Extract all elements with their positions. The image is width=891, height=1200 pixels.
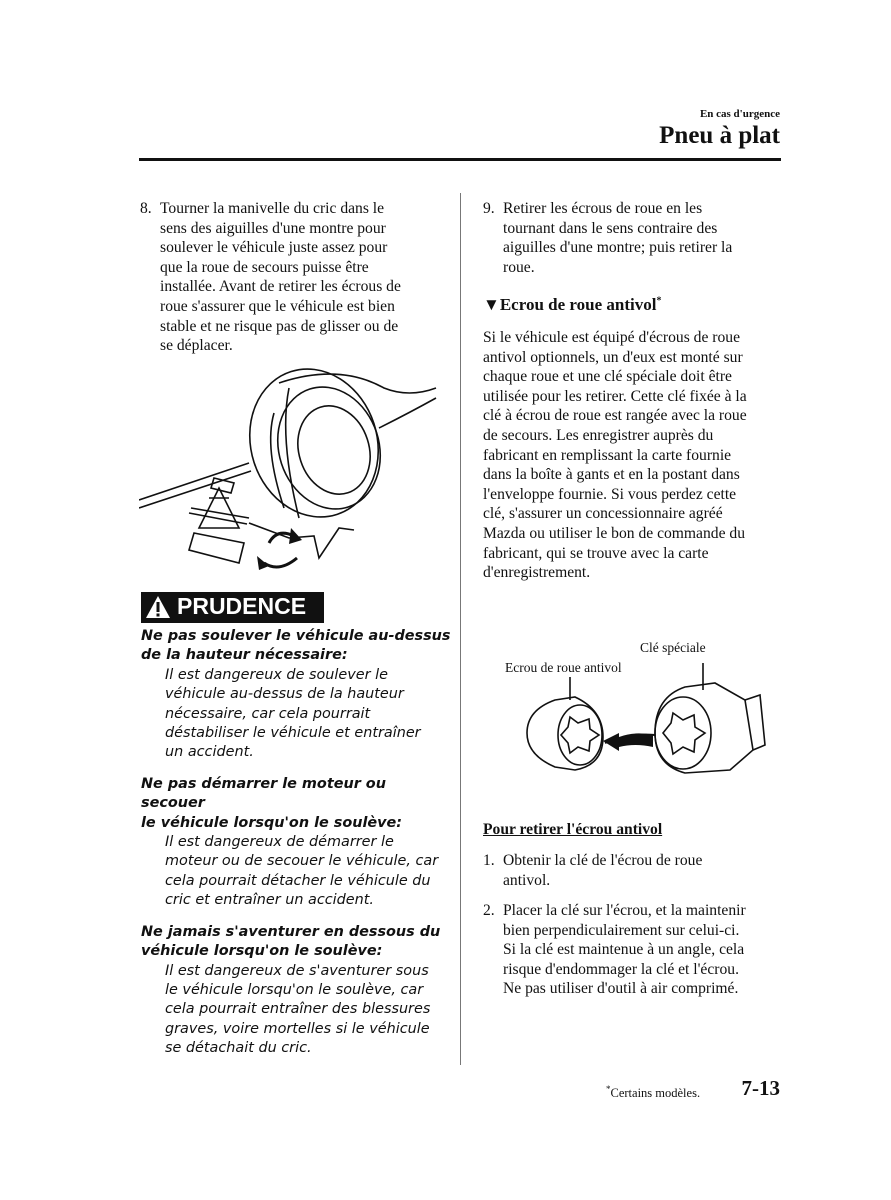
caution-item-body [165, 833, 451, 911]
step-line: Si la clé est maintenue à un angle, cela [503, 941, 745, 959]
caution-item-body [165, 666, 451, 763]
caution-body-line: se détachait du cric. [165, 1040, 312, 1057]
caution-label: PRUDENCE [177, 593, 307, 619]
lock-nut-paragraph [483, 328, 783, 583]
step-line: roue. [503, 258, 535, 276]
step-number: 9. [483, 200, 495, 217]
caution-body-line: cric et entraîner un accident. [165, 892, 374, 909]
step-line: soulever le véhicule juste assez pour [160, 239, 388, 257]
caution-body-line: le véhicule lorsqu'on le soulève, car [165, 981, 424, 998]
caution-body-line: un accident. [165, 744, 254, 761]
paragraph-line: utilisée pour les retirer. Cette clé fixée à la [483, 387, 747, 405]
page-title: Pneu à plat [659, 122, 780, 149]
step-number: 8. [140, 200, 152, 217]
paragraph-line: fabricant en remplissant la carte fournie [483, 446, 732, 464]
removal-heading: Pour retirer l'écrou antivol [483, 821, 663, 838]
step-line: tournant dans le sens contraire des [503, 219, 718, 237]
jack-illustration [139, 368, 439, 583]
asterisk: * [606, 1084, 611, 1094]
caution-heading-line: Ne pas démarrer le moteur ou secouer [141, 775, 386, 812]
caution-body-line: nécessaire, car cela pourrait [165, 705, 371, 722]
caution-heading-line: véhicule lorsqu'on le soulève: [141, 943, 383, 960]
caution-content [141, 627, 451, 1059]
lock-nut-illustration [515, 655, 775, 780]
paragraph-line: chaque roue et une clé spéciale doit être [483, 368, 732, 386]
removal-step-2 [483, 901, 783, 999]
header-rule [139, 158, 781, 161]
step-text [503, 851, 783, 890]
triangle-marker-icon: ▼ [483, 295, 500, 314]
nut-label: Ecrou de roue antivol [505, 660, 622, 675]
step-9 [483, 199, 783, 277]
caution-heading-line: le véhicule lorsqu'on le soulève: [141, 814, 403, 831]
step-line: stable et ne risque pas de glisser ou de [160, 317, 399, 335]
caution-body-line: cela pourrait entraîner des blessures [165, 1001, 431, 1018]
asterisk: * [656, 295, 662, 307]
heading-text: Ecrou de roue antivol [499, 295, 657, 314]
step-line: risque d'endommager la clé et l'écrou. [503, 960, 739, 978]
paragraph-line: clé, s'assurer un concessionnaire agréé [483, 505, 723, 523]
caution-item-heading [141, 775, 451, 833]
caution-item [141, 775, 451, 911]
caution-item [141, 627, 451, 763]
column-divider [460, 193, 461, 1065]
step-line: Obtenir la clé de l'écrou de roue [503, 852, 703, 869]
step-line: roue s'assurer que le véhicule est bien [160, 297, 395, 315]
step-line: se déplacer. [160, 337, 233, 355]
step-line: antivol. [503, 871, 551, 889]
paragraph-line: l'enveloppe fournie. Si vous perdez cette [483, 485, 737, 503]
step-number: 2. [483, 902, 495, 919]
caution-body-line: Il est dangereux de démarrer le [165, 834, 394, 851]
paragraph-line: d'enregistrement. [483, 564, 591, 582]
caution-body-line: moteur ou de secouer le véhicule, car [165, 853, 439, 870]
paragraph-line: dans la boîte à gants et en la postant dans [483, 466, 740, 484]
section-label: En cas d'urgence [699, 108, 780, 120]
step-line: installée. Avant de retirer les écrous de [160, 278, 401, 296]
step-line: Ne pas utiliser d'outil à air comprimé. [503, 980, 739, 998]
paragraph-line: Si le véhicule est équipé d'écrous de roue [483, 329, 740, 346]
caution-body-line: graves, voire mortelles si le véhicule [165, 1020, 430, 1037]
caution-body-line: cela pourrait détacher le véhicule du [165, 872, 431, 889]
paragraph-line: clé à écrou de roue est rangée avec la roue [483, 407, 747, 425]
key-label: Clé spéciale [640, 640, 706, 655]
caution-item-body [165, 962, 451, 1059]
step-text [503, 901, 783, 999]
warning-triangle-icon [145, 595, 171, 619]
paragraph-line: de secours. Les enregistrer auprès du [483, 426, 714, 444]
caution-heading-line: Ne jamais s'aventurer en dessous du [141, 923, 441, 940]
paragraph-line: antivol optionnels, un d'eux est monté sur [483, 348, 743, 366]
caution-body-line: Il est dangereux de soulever le [165, 666, 388, 683]
caution-item [141, 923, 451, 1059]
caution-body-line: véhicule au-dessus de la hauteur [165, 686, 404, 703]
step-line: aiguilles d'une montre; puis retirer la [503, 239, 733, 257]
caution-item-heading [141, 627, 451, 666]
step-line: bien perpendiculairement sur celui-ci. [503, 921, 740, 939]
step-line: Tourner la manivelle du cric dans le [160, 200, 385, 217]
step-8 [140, 199, 445, 356]
step-text [160, 199, 445, 356]
footnote [606, 1084, 700, 1101]
paragraph-line: fabricant, qui se trouve avec la carte [483, 544, 709, 562]
caution-body-line: Il est dangereux de s'aventurer sous [165, 962, 429, 979]
step-text [503, 199, 783, 277]
paragraph-line: Mazda ou utiliser le bon de commande du [483, 524, 745, 542]
footnote-text: Certains modèles. [610, 1086, 701, 1101]
step-line: Placer la clé sur l'écrou, et la maintenir [503, 902, 746, 919]
step-line: que la roue de secours puisse être [160, 258, 369, 276]
caution-heading-line: de la hauteur nécessaire: [141, 647, 348, 664]
step-line: Retirer les écrous de roue en les [503, 200, 703, 217]
caution-body-line: déstabiliser le véhicule et entraîner [165, 725, 421, 742]
caution-heading-line: Ne pas soulever le véhicule au-dessus [141, 628, 451, 644]
step-number: 1. [483, 852, 495, 869]
caution-item-heading [141, 923, 451, 962]
page-number: 7-13 [741, 1076, 780, 1100]
step-line: sens des aiguilles d'une montre pour [160, 219, 386, 237]
lock-nut-heading [483, 295, 661, 315]
removal-step-1 [483, 851, 783, 890]
